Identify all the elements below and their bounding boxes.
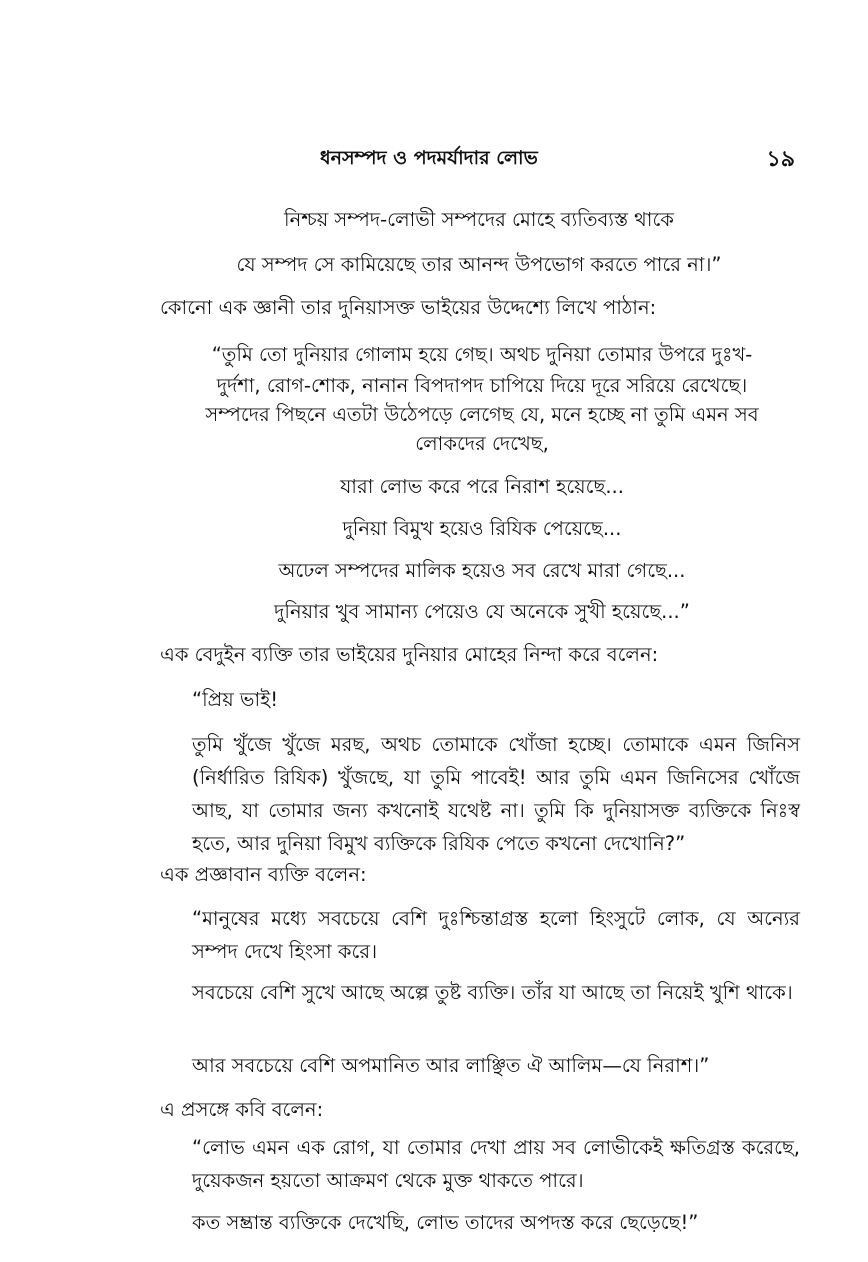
poem-line-1: নিশ্চয় সম্পদ-লোভী সম্পদের মোহে ব্যতিব্যস্ত থাকে	[284, 208, 674, 231]
running-header-title: ধনসম্পদ ও পদমর্যাদার লোভ	[320, 147, 538, 169]
poem-2-last-line: কত সম্ভ্রান্ত ব্যক্তিকে দেখেছি, লোভ তাদের অপদস্ত করে ছেড়েছে!”	[192, 1211, 699, 1234]
wise-saying-2: সবচেয়ে বেশি সুখে আছে অল্পে তুষ্ট ব্যক্তি। তাঁর যা আছে তা নিয়েই খুশি থাকে।	[192, 981, 793, 1004]
quote-line-1: “তুমি তো দুনিয়ার গোলাম হয়ে গেছ। অথচ দুনিয়া তোমার উপরে দুঃখ-	[211, 343, 753, 366]
intro-poet: এ প্রসঙ্গে কবি বলেন:	[160, 1098, 324, 1121]
verse-line-1: যারা লোভ করে পরে নিরাশ হয়েছে...	[340, 475, 624, 498]
page-number: ১৯	[766, 147, 795, 172]
intro-wise-man: এক প্রজ্ঞাবান ব্যক্তি বলেন:	[160, 863, 367, 886]
intro-sage-letter: কোনো এক জ্ঞানী তার দুনিয়াসক্ত ভাইয়ের উদ্দেশ্যে লিখে পাঠান:	[160, 296, 657, 319]
poem-line-2: যে সম্পদ সে কামিয়েছে তার আনন্দ উপভোগ করতে পারে না।”	[236, 253, 722, 276]
intro-bedouin: এক বেদুইন ব্যক্তি তার ভাইয়ের দুনিয়ার মোহের নিন্দা করে বলেন:	[160, 643, 659, 666]
verse-line-4: দুনিয়ার খুব সামান্য পেয়েও যে অনেকে সুখী হয়েছে...”	[274, 600, 690, 623]
verse-line-3: অঢেল সম্পদের মালিক হয়েও সব রেখে মারা গেছে...	[278, 559, 686, 582]
salutation: “প্রিয় ভাই!	[192, 688, 279, 711]
poem-2-paragraph: “লোভ এমন এক রোগ, যা তোমার দেখা প্রায় সব লোভীকেই ক্ষতিগ্রস্ত করেছে, দুয়েকজন হয়তো আক্রমণ থেকে মুক্ত থাকতে পারে।	[192, 1136, 800, 1192]
wise-saying-1: “মানুষের মধ্যে সবচেয়ে বেশি দুঃশ্চিন্তাগ্রস্ত হলো হিংসুটে লোক, যে অন্যের সম্পদ দেখে হিংসা করে।	[192, 907, 800, 963]
quote-line-2: দুর্দশা, রোগ-শোক, নানান বিপদাপদ চাপিয়ে দিয়ে দূরে সরিয়ে রেখেছে।	[216, 374, 748, 397]
quote-line-3: সম্পদের পিছনে এতটা উঠেপড়ে লেগেছ যে, মনে হচ্ছে না তুমি এমন সব	[205, 403, 759, 426]
bedouin-letter-paragraph: তুমি খুঁজে খুঁজে মরছ, অথচ তোমাকে খোঁজা হচ্ছে। তোমাকে এমন জিনিস (নির্ধারিত রিযিক) খুঁজছে, যা তুমি পাবেই! আর তুমি এমন জিনিসের খোঁজে আছ, যা তোমার জন্য কখনোই যথেষ্ট না। তুমি কি দুনিয়াসক্ত ব্যক্তিকে নিঃস্ব হতে, আর দুনিয়া বিমুখ ব্যক্তিকে রিযিক পেতে কখনো দেখোনি?”	[192, 733, 800, 855]
quote-line-4: লোকদের দেখেছ,	[415, 432, 549, 455]
wise-saying-3: আর সবচেয়ে বেশি অপমানিত আর লাঞ্ছিত ঐ আলিম—যে নিরাশ।”	[192, 1054, 710, 1077]
verse-line-2: দুনিয়া বিমুখ হয়েও রিযিক পেয়েছে...	[342, 517, 622, 540]
